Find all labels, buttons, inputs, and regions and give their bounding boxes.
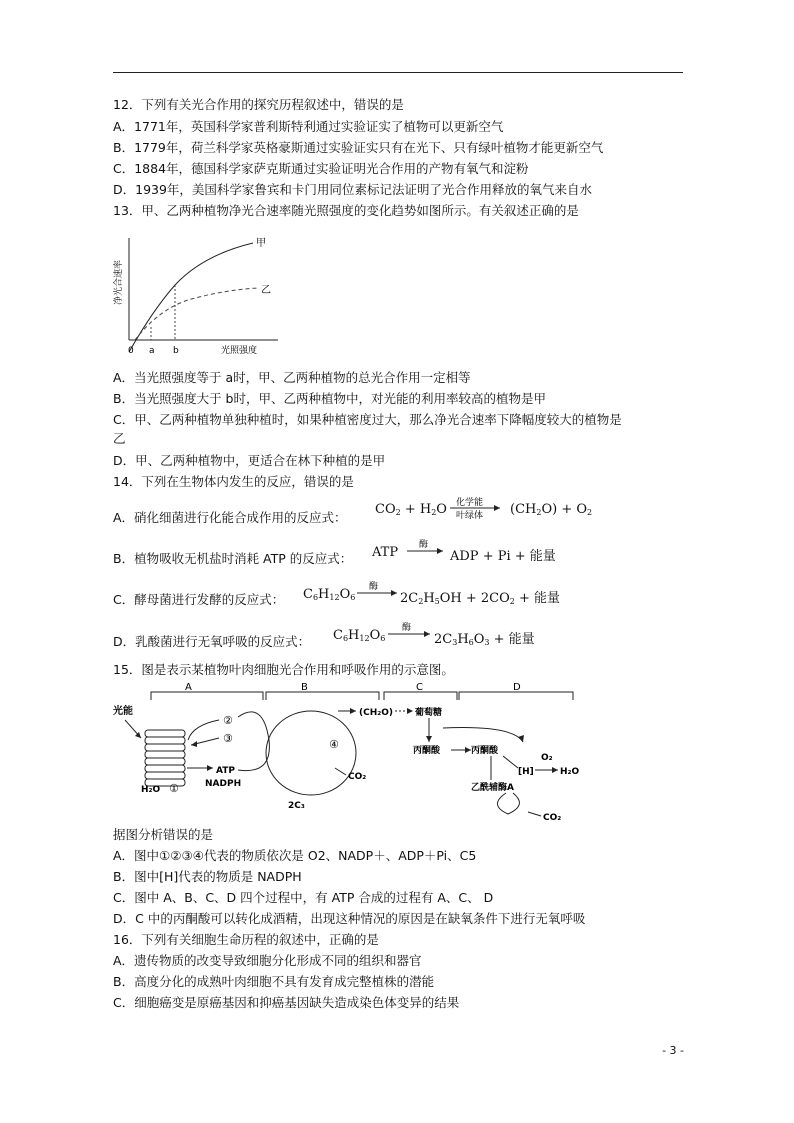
q16-option-a: A．遗传物质的改变导致细胞分化形成不同的组织和器官	[113, 953, 422, 968]
bracket-c	[384, 692, 457, 700]
q14-a-label: A．硝化细菌进行化能合成作用的反应式：	[113, 510, 347, 525]
bracket-b	[266, 692, 379, 700]
nadph-label: NADPH	[205, 779, 242, 789]
q14-a-arrow	[448, 496, 504, 520]
o2-label: O₂	[541, 753, 553, 763]
q12-option-a: A．1771年，英国科学家普利斯特利通过实验证实了植物可以更新空气	[113, 119, 504, 134]
marker-1: ①	[169, 782, 179, 795]
c3-label: 2C₃	[288, 801, 305, 811]
q15-option-d: D．C 中的丙酮酸可以转化成酒精，出现这种情况的原因是在缺氧条件下进行无氧呼吸	[113, 911, 586, 926]
pyruvate-right: 丙酮酸	[471, 746, 499, 756]
curve-jia	[129, 243, 253, 352]
glucose-label: 葡萄糖	[415, 708, 443, 718]
q12-stem: 12．下列有关光合作用的探究历程叙述中，错误的是	[113, 97, 404, 112]
q14-a-equation-left: $CO_2 + H_2O$	[375, 502, 447, 517]
q13-chart	[113, 230, 283, 360]
q16-stem: 16．下列有关细胞生命历程的叙述中，正确的是	[113, 932, 379, 947]
bracket-d	[459, 692, 573, 700]
q14-b-equation-left: ATP	[372, 545, 399, 560]
svg-text:化学能: 化学能	[456, 498, 484, 508]
label-jia: 甲	[256, 238, 266, 249]
svg-text:酶: 酶	[369, 582, 379, 592]
q14-b-label: B．植物吸收无机盐时消耗 ATP 的反应式：	[113, 551, 353, 566]
q14-d-label: D．乳酸菌进行无氧呼吸的反应式：	[113, 634, 311, 649]
q16-option-c: C．细胞癌变是原癌基因和抑癌基因缺失造成染色体变异的结果	[113, 995, 460, 1010]
origin-label: 0	[128, 346, 134, 356]
light-label: 光能	[113, 706, 133, 717]
q14-c-label: C．酵母菌进行发酵的反应式：	[113, 592, 285, 607]
q14-d-equation-left: $C_6H_{12}O_6$	[333, 628, 386, 643]
curve-yi	[135, 288, 258, 340]
q15-after: 据图分析错误的是	[113, 827, 214, 842]
q14-a-equation-right: $(CH_2O) + O_2$	[510, 502, 593, 517]
acetylcoa-label: 乙酰辅酶A	[471, 783, 514, 793]
ch2o-label: (CH₂O)	[359, 708, 393, 718]
label-yi: 乙	[261, 285, 271, 296]
co2-in-label: CO₂	[348, 772, 367, 782]
q13-option-c-cont: 乙	[113, 431, 126, 446]
calvin-cycle	[266, 711, 356, 795]
svg-text:酶: 酶	[419, 540, 429, 550]
q13-option-a: A．当光照强度等于 a时，甲、乙两种植物的总光合作用一定相等	[113, 370, 471, 385]
q14-d-arrow	[386, 621, 432, 641]
label-d: D	[513, 682, 521, 693]
q15-option-c: C．图中 A、B、C、D 四个过程中，有 ATP 合成的过程有 A、C、 D	[113, 890, 494, 905]
header-rule	[113, 72, 683, 73]
krebs-loop	[497, 793, 519, 814]
svg-text:酶: 酶	[402, 623, 412, 633]
q14-d-equation-right: $2C_3H_6O_3$ + 能量	[434, 632, 535, 647]
y-axis-label: 净光合速率	[114, 259, 124, 305]
co2-out-label: CO₂	[543, 813, 562, 823]
marker-3: ③	[223, 732, 233, 745]
q14-c-arrow	[355, 580, 399, 600]
q13-stem: 13．甲、乙两种植物净光合速率随光照强度的变化趋势如图所示。有关叙述正确的是	[113, 203, 579, 218]
q15-diagram	[113, 680, 613, 825]
tick-a: a	[149, 346, 155, 356]
q12-option-d: D．1939年，美国科学家鲁宾和卡门用同位素标记法证明了光合作用释放的氧气来自水	[113, 182, 592, 197]
tick-b: b	[173, 346, 179, 356]
q12-option-b: B．1779年，荷兰科学家英格豪斯通过实验证实只有在光下、只有绿叶植物才能更新空气	[113, 140, 604, 155]
q13-option-b: B．当光照强度大于 b时，甲、乙两种植物中，对光能的利用率较高的植物是甲	[113, 391, 546, 406]
thylakoid-stack	[145, 730, 185, 786]
q14-b-arrow	[405, 538, 445, 558]
q14-stem: 14．下列在生物体内发生的反应，错误的是	[113, 474, 354, 489]
label-c: C	[416, 682, 423, 693]
marker-2: ②	[223, 714, 233, 727]
atp-label: ATP	[216, 766, 236, 776]
marker-4: ④	[329, 738, 339, 751]
h2o-out-label: H₂O	[560, 767, 580, 777]
q15-option-b: B．图中[H]代表的物质是 NADPH	[113, 869, 302, 884]
q14-b-equation-right: ADP + Pi + 能量	[450, 549, 556, 564]
q12-option-c: C．1884年，德国科学家萨克斯通过实验证明光合作用的产物有氧气和淀粉	[113, 161, 529, 176]
label-a: A	[185, 682, 192, 693]
bracket-a	[151, 692, 263, 700]
page-number: - 3 -	[662, 1044, 684, 1057]
q14-c-equation-right: $2C_2H_5OH + 2CO_2$ + 能量	[400, 591, 561, 606]
q13-option-d: D．甲、乙两种植物中，更适合在林下种植的是甲	[113, 453, 386, 468]
q13-option-c: C．甲、乙两种植物单独种植时，如果种植密度过大，那么净光合速率下降幅度较大的植物是	[113, 412, 622, 427]
svg-text:叶绿体: 叶绿体	[456, 511, 484, 520]
h-label: [H]	[518, 767, 534, 777]
label-b: B	[301, 682, 308, 693]
pyruvate-left: 丙酮酸	[413, 746, 441, 756]
h2o-label: H₂O	[141, 785, 161, 795]
q15-option-a: A．图中①②③④代表的物质依次是 O2、NADP＋、ADP＋Pi、C5	[113, 848, 477, 863]
q16-option-b: B．高度分化的成熟叶肉细胞不具有发育成完整植株的潜能	[113, 974, 435, 989]
x-axis-label: 光照强度	[221, 346, 258, 356]
q15-stem: 15．图是表示某植物叶肉细胞光合作用和呼吸作用的示意图。	[113, 662, 454, 677]
q14-c-equation-left: $C_6H_{12}O_6$	[303, 587, 356, 602]
